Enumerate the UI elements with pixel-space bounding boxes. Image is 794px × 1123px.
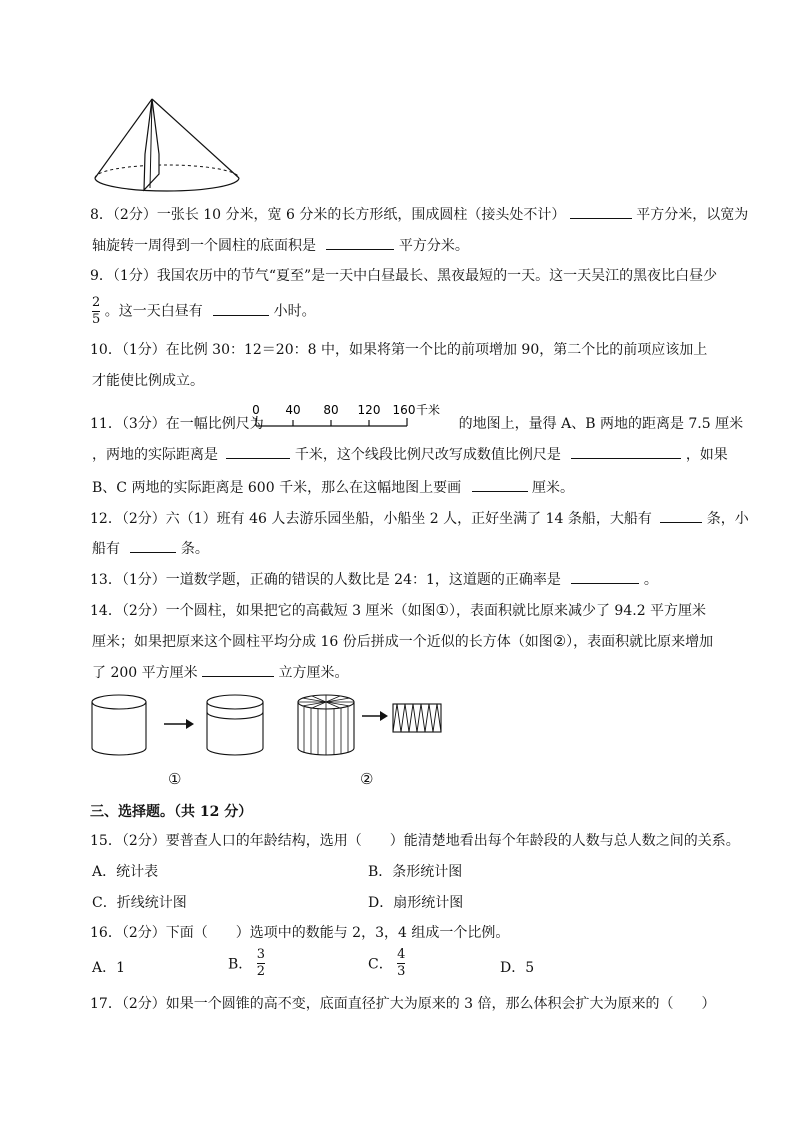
scale-tick-label: 160 xyxy=(392,403,416,417)
question-9-line-1: 9．（1分）我国农历中的节气“夏至”是一天中白昼最长、黑夜最短的一天。这一天吴江的黑夜比白昼少 xyxy=(90,268,718,284)
scale-unit-label: 千米 xyxy=(416,403,441,417)
question-13-line-1: 13．（1分）一道数学题，正确的错误的人数比是 24：1，这道题的正确率是 。 xyxy=(90,569,658,590)
cone-figure xyxy=(88,92,248,196)
question-8-line-2: 轴旋转一周得到一个圆柱的底面积是 平方分米。 xyxy=(92,235,469,256)
answer-blank[interactable] xyxy=(570,204,632,219)
scale-tick-label: 40 xyxy=(285,403,301,417)
section-3-heading: 三、选择题。（共 12 分） xyxy=(90,804,253,820)
scale-tick-label: 80 xyxy=(323,403,339,417)
answer-blank[interactable] xyxy=(213,301,269,316)
fraction-two-fifths: $\frac{2}{5}$ xyxy=(92,295,101,327)
answer-blank[interactable] xyxy=(226,444,290,459)
q16-option-a[interactable]: A．1 xyxy=(92,960,126,976)
question-12-line-2: 船有 条。 xyxy=(92,538,209,559)
question-14-line-3: 了 200 平方厘米 立方厘米。 xyxy=(92,662,349,683)
q15-option-d[interactable]: D．扇形统计图 xyxy=(368,895,464,911)
q16-option-b[interactable]: B． $\frac{3}{2}$ xyxy=(228,947,266,979)
question-16-stem: 16．（2分）下面（ ）选项中的数能与 2，3，4 组成一个比例。 xyxy=(90,925,510,941)
q16-option-c[interactable]: C． $\frac{4}{3}$ xyxy=(368,947,406,979)
answer-blank[interactable] xyxy=(660,508,702,523)
q15-option-b[interactable]: B．条形统计图 xyxy=(368,864,463,880)
fraction-four-thirds: $\frac{4}{3}$ xyxy=(397,947,406,979)
question-11-line-2: ，两地的实际距离是 千米，这个线段比例尺改写成数值比例尺是 ，如果 xyxy=(92,444,728,465)
question-17-stem: 17．（2分）如果一个圆锥的高不变，底面直径扩大为原来的 3 倍，那么体积会扩大为原来的（ ） xyxy=(90,996,716,1012)
question-14-line-1: 14．（2分）一个圆柱，如果把它的高截短 3 厘米（如图①），表面积就比原来减少了 94.2 平方厘米 xyxy=(90,601,707,619)
question-9-line-2: $\frac{2}{5}$ 。这一天白昼有 小时。 xyxy=(92,295,316,327)
fraction-three-halves: $\frac{3}{2}$ xyxy=(256,947,266,979)
question-8-line-1: 8．（2分）一张长 10 分米，宽 6 分米的长方形纸，围成圆柱（接头处不计） 平方分米，以宽为 xyxy=(90,204,748,225)
question-10-line-1: 10．（1分）在比例 30：12＝20：8 中，如果将第一个比的前项增加 90，第二个比的前项应该加上 xyxy=(90,342,708,358)
answer-blank[interactable] xyxy=(130,538,176,553)
line-scale-bar xyxy=(252,400,452,434)
question-15-stem: 15．（2分）要普查人口的年龄结构，选用（ ）能清楚地看出每个年龄段的人数与总人数之间的关系。 xyxy=(90,833,740,849)
answer-blank[interactable] xyxy=(202,662,274,677)
scale-tick-label: 0 xyxy=(252,403,260,417)
question-12-line-1: 12．（2分）六（1）班有 46 人去游乐园坐船，小船坐 2 人，正好坐满了 14 条船，大船有 条，小 xyxy=(90,508,749,529)
q15-option-a[interactable]: A．统计表 xyxy=(92,864,159,880)
answer-blank[interactable] xyxy=(326,235,394,250)
answer-blank[interactable] xyxy=(571,444,681,459)
figure-label-1: ① xyxy=(168,770,182,788)
q15-option-c[interactable]: C．折线统计图 xyxy=(92,895,187,911)
cylinder-figures xyxy=(88,690,458,770)
question-11-line-3: B、C 两地的实际距离是 600 千米，那么在这幅地图上要画 厘米。 xyxy=(92,477,574,498)
question-11-line-1: 11．（3分）在一幅比例尺为 的地图上，量得 A、B 两地的距离是 7.5 厘米 xyxy=(90,416,744,432)
figure-label-2: ② xyxy=(360,770,374,788)
scale-tick-label: 120 xyxy=(357,403,381,417)
answer-blank[interactable] xyxy=(472,477,528,492)
q16-option-d[interactable]: D．5 xyxy=(500,960,535,976)
question-14-line-2: 厘米；如果把原来这个圆柱平均分成 16 份后拼成一个近似的长方体（如图②），表面积就比原来增加 xyxy=(92,632,714,650)
answer-blank[interactable] xyxy=(571,569,639,584)
question-10-line-2: 才能使比例成立。 xyxy=(92,373,204,389)
